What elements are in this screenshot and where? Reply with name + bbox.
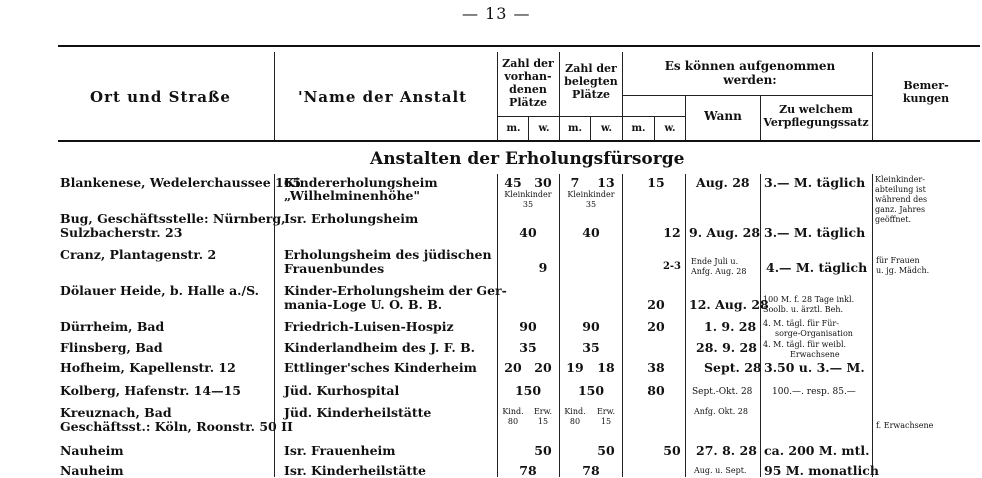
page-number: — 13 — xyxy=(462,4,531,23)
row-name: Isr. Erholungsheim xyxy=(284,211,419,226)
cell-wann: Anfg. Aug. 28 xyxy=(691,267,747,276)
cell-vorh-m: 45 xyxy=(504,175,522,190)
cell-satz: Erwachsene xyxy=(790,350,840,359)
cell-bem: abteilung ist xyxy=(875,185,926,194)
row-ort: Hofheim, Kapellenstr. 12 xyxy=(60,360,236,375)
col-line xyxy=(685,95,686,140)
cell-satz: 4.— M. täglich xyxy=(766,260,868,275)
row-ort: Dürrheim, Bad xyxy=(60,319,165,334)
cell-vorh-w: 50 xyxy=(534,443,552,458)
row-name: Isr. Frauenheim xyxy=(284,443,396,458)
body-col-line xyxy=(622,174,623,477)
cell-bem: u. jg. Mädch. xyxy=(876,266,930,275)
row-name: mania-Loge U. O. B. B. xyxy=(284,297,443,312)
cell-wann: Sept.-Okt. 28 xyxy=(692,387,753,397)
cell-satz: 4. M. tägl. für Für- xyxy=(763,319,839,328)
row-ort: Nauheim xyxy=(60,463,124,478)
row-ort: Kolberg, Hafenstr. 14—15 xyxy=(60,383,241,398)
cell-beleg-m: 19 xyxy=(566,360,584,375)
cell-wann: 1. 9. 28 xyxy=(704,319,757,334)
body-col-line xyxy=(872,174,873,477)
cell-beleg-sub: 80 xyxy=(569,417,581,426)
cell-vorh-sub: Kind. xyxy=(502,407,524,416)
cell-wann: 27. 8. 28 xyxy=(696,443,757,458)
header-w: w. xyxy=(600,123,613,134)
cell-beleg-sub: Erw. xyxy=(596,407,616,416)
row-name: Jüd. Kinderheilstätte xyxy=(284,405,432,420)
row-name: Kinderlandheim des J. F. B. xyxy=(284,340,475,355)
col-line xyxy=(528,116,529,140)
body-col-line xyxy=(685,174,686,477)
cell-aufg-w: 12 xyxy=(663,225,681,240)
row-name: Friedrich-Luisen-Hospiz xyxy=(284,319,454,334)
header-beleg-3: Plätze xyxy=(572,88,610,101)
cell-wann: 28. 9. 28 xyxy=(696,340,757,355)
row-ort: Bug, Geschäftsstelle: Nürnberg, xyxy=(60,211,286,226)
cell-vorh: 150 xyxy=(514,383,542,398)
row-name: Kindererholungsheim xyxy=(284,175,438,190)
cell-beleg-w: 13 xyxy=(597,175,615,190)
cell-vorh-sub: Erw. xyxy=(533,407,553,416)
cell-satz: 100 M. f. 28 Tage inkl. xyxy=(763,295,855,304)
row-ort: Nauheim xyxy=(60,443,124,458)
cell-bem: ganz. Jahres xyxy=(875,205,926,214)
cell-beleg: 78 xyxy=(582,463,600,478)
cell-vorh: 35 xyxy=(519,340,537,355)
cell-satz: 3.— M. täglich xyxy=(764,175,866,190)
col-line xyxy=(559,52,560,140)
row-ort: Kreuznach, Bad xyxy=(60,405,172,420)
header-m: m. xyxy=(567,123,583,134)
cell-bem: f. Erwachsene xyxy=(876,421,934,430)
header-name: 'Name der Anstalt xyxy=(298,88,468,106)
cell-bem: Kleinkinder- xyxy=(875,175,925,184)
header-vorh-4: Plätze xyxy=(509,96,547,109)
header-beleg-2: belegten xyxy=(564,75,618,88)
cell-beleg-sub: 35 xyxy=(585,200,597,209)
cell-aufg-m: 20 xyxy=(647,319,665,334)
cell-vorh: 40 xyxy=(519,225,537,240)
body-col-line xyxy=(497,174,498,477)
row-name: Jüd. Kurhospital xyxy=(284,383,400,398)
row-name: Kinder-Erholungsheim der Ger- xyxy=(284,283,507,298)
cell-beleg-w: 18 xyxy=(597,360,615,375)
header-vorh-2: vorhan- xyxy=(504,70,552,83)
cell-aufg-m: 38 xyxy=(647,360,665,375)
cell-bem: für Frauen xyxy=(876,256,920,265)
col-line xyxy=(274,52,275,140)
cell-beleg: 150 xyxy=(577,383,605,398)
row-name: Frauenbundes xyxy=(284,261,385,276)
cell-satz: Soolb. u. ärztl. Beh. xyxy=(763,305,844,314)
cell-vorh-sub: 15 xyxy=(537,417,549,426)
row-ort: Cranz, Plantagenstr. 2 xyxy=(60,247,217,262)
cell-satz: 3.50 u. 3.— M. xyxy=(764,360,865,375)
cell-beleg: 90 xyxy=(582,319,600,334)
cell-wann: Aug. u. Sept. xyxy=(694,466,747,475)
row-ort: Sulzbacherstr. 23 xyxy=(60,225,183,240)
header-vorh-1: Zahl der xyxy=(502,57,554,70)
cell-wann: 12. Aug. 28 xyxy=(689,297,769,312)
col-line xyxy=(590,116,591,140)
cell-wann: 9. Aug. 28 xyxy=(689,225,761,240)
body-col-line xyxy=(559,174,560,477)
row-ort: Dölauer Heide, b. Halle a./S. xyxy=(60,283,260,298)
cell-vorh-sub: 35 xyxy=(522,200,534,209)
cell-aufg-m: 20 xyxy=(647,297,665,312)
cell-aufg-m: 15 xyxy=(647,175,665,190)
cell-beleg-sub: Kleinkinder xyxy=(567,190,615,199)
cell-vorh-sub: Kleinkinder xyxy=(504,190,552,199)
cell-vorh: 90 xyxy=(519,319,537,334)
cell-vorh-m: 20 xyxy=(504,360,522,375)
cell-vorh-w: 20 xyxy=(534,360,552,375)
col-line xyxy=(760,95,761,140)
col-line xyxy=(872,52,873,140)
header-m: m. xyxy=(506,123,521,134)
header-wann: Wann xyxy=(704,109,742,123)
cell-beleg-w: 50 xyxy=(597,443,615,458)
header-bem-2: kungen xyxy=(902,92,950,105)
header-bem-1: Bemer- xyxy=(903,79,949,92)
row-name: „Wilhelminenhöhe" xyxy=(284,188,421,203)
cell-vorh-w: 9 xyxy=(538,260,548,275)
header-bottom-rule xyxy=(58,140,980,142)
cell-beleg: 40 xyxy=(582,225,600,240)
cell-aufg-m: 80 xyxy=(647,383,665,398)
cell-beleg: 35 xyxy=(582,340,600,355)
header-m: m. xyxy=(631,123,646,134)
col-line xyxy=(497,52,498,140)
cell-bem: während des xyxy=(875,195,928,204)
cell-beleg-m: 7 xyxy=(570,175,580,190)
section-title: Anstalten der Erholungsfürsorge xyxy=(370,149,685,169)
header-w: w. xyxy=(538,123,550,134)
header-vorh-3: denen xyxy=(509,83,547,96)
header-aufg-2: werden: xyxy=(723,73,777,87)
cell-beleg-sub: Kind. xyxy=(564,407,586,416)
cell-wann: Ende Juli u. xyxy=(691,257,739,266)
cell-satz: 4. M. tägl. für weibl. xyxy=(763,340,847,349)
cell-satz: 95 M. monatlich xyxy=(764,463,880,478)
row-ort: Geschäftsst.: Köln, Roonstr. 50 II xyxy=(60,419,293,434)
cell-vorh: 78 xyxy=(519,463,537,478)
cell-aufg-w: 50 xyxy=(663,443,681,458)
header-aufg-1: Es können aufgenommen xyxy=(664,59,836,73)
header-satz-1: Zu welchem xyxy=(779,103,853,116)
cell-satz: 100.—. resp. 85.— xyxy=(772,387,856,397)
col-line xyxy=(622,52,623,140)
row-ort: Flinsberg, Bad xyxy=(60,340,163,355)
row-name: Ettlinger'sches Kinderheim xyxy=(284,360,477,375)
header-satz-2: Verpflegungssatz xyxy=(763,116,869,129)
header-beleg-1: Zahl der xyxy=(565,62,617,75)
top-rule xyxy=(58,45,980,47)
body-col-line xyxy=(760,174,761,477)
cell-satz: ca. 200 M. mtl. xyxy=(764,443,870,458)
col-line xyxy=(654,116,655,140)
cell-vorh-w: 30 xyxy=(534,175,552,190)
cell-wann: Anfg. Okt. 28 xyxy=(694,407,748,416)
header-ort: Ort und Straße xyxy=(90,88,231,106)
cell-satz: sorge-Organisation xyxy=(775,329,853,338)
row-ort: Blankenese, Wedelerchaussee 165 xyxy=(60,175,302,190)
cell-wann: Sept. 28 xyxy=(704,360,762,375)
row-name: Erholungsheim des jüdischen xyxy=(284,247,492,262)
row-name: Isr. Kinderheilstätte xyxy=(284,463,426,478)
cell-bem: geöffnet. xyxy=(875,215,911,224)
cell-wann: Aug. 28 xyxy=(696,175,750,190)
cell-aufg-w: 2-3 xyxy=(662,261,682,272)
cell-beleg-sub: 15 xyxy=(600,417,612,426)
aufg-sub-rule xyxy=(622,95,872,96)
cell-vorh-sub: 80 xyxy=(507,417,519,426)
header-w: w. xyxy=(664,123,676,134)
cell-satz: 3.— M. täglich xyxy=(764,225,866,240)
